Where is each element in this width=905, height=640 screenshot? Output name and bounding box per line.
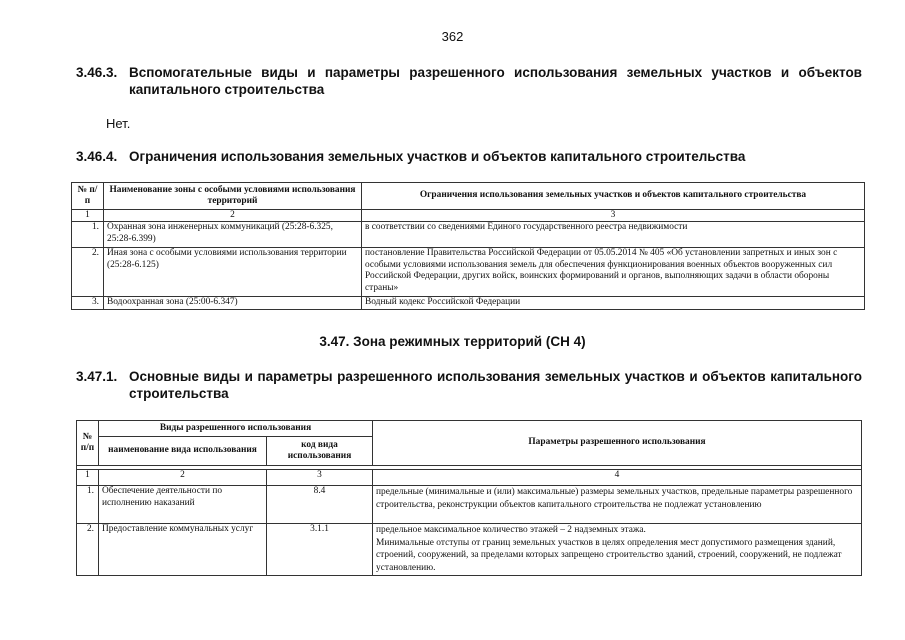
section-3-46-4-heading [76,148,862,165]
permitted-use-table [76,420,862,576]
section-title: Ограничения использования земельных участков и объектов капитального строительства [129,149,746,164]
section-3-46-3-heading [76,64,862,98]
restrictions-table [71,182,865,310]
page-number: 362 [441,29,464,44]
table-row: 3. Водоохранная зона (25:00-6.347) Водный кодекс Российской Федерации [72,297,865,310]
header-use-name: наименование вида использования [99,437,267,466]
section-3-47-title: 3.47. Зона режимных территорий (СН 4) [319,334,586,349]
params-line: предельное максимальное количество этажей – 2 надземных этажа. [376,525,646,535]
table-row: 2. Иная зона с особыми условиями использования территории (25:28-6.125) постановление Правительства Российской Федерации от 05.05.2014 № 405 «Об установлении запретных и иных зон с особыми условиями использования земель для обеспечения функционирования военных объектов вооруженных сил Российской Федерации, других войск, воинских формирований и органов, выполняющих задачи в области обороны страны» [72,248,865,297]
section-number: 3.46.3. [76,65,118,80]
header-num: № п/п [72,183,104,210]
header-use-types: Виды разрешенного использования [99,421,373,437]
header-num: № п/п [77,421,99,466]
table-row: 1. Обеспечение деятельности по исполнению наказаний 8.4 предельные (минимальные и (или) максимальные) размеры земельных участков, предельные параметры разрешенного строительства, реконструкции объектов капитального строительства не подлежат установлению [77,486,862,524]
section-title: Вспомогательные виды и параметры разрешенного использования земельных участков и объектов капитального строительства [129,65,862,97]
section-3-47-1-heading [76,368,862,402]
section-number: 3.46.4. [76,149,118,164]
table-row: 2. Предоставление коммунальных услуг 3.1.1 предельное максимальное количество этажей – 2 надземных этажа. Минимальные отступы от границ земельных участков в целях определения мест допустимого размещения зданий, строений, сооружений, за пределами которых запрещено строительство зданий, строений, сооружений, не подлежат установлению. [77,524,862,576]
header-zone: Наименование зоны с особыми условиями использования территорий [104,183,362,210]
header-params: Параметры разрешенного использования [373,421,862,466]
header-limits: Ограничения использования земельных участков и объектов капитального строительства [362,183,865,210]
section-3-46-3-body: Нет. [106,116,131,131]
table-row: 1. Охранная зона инженерных коммуникаций (25:28-6.325, 25:28-6.399) в соответствии со сведениями Единого государственного реестра недвижимости [72,222,865,248]
params-line: Минимальные отступы от границ земельных участков в целях определения мест допустимого размещения зданий, строений, сооружений, за пределами которых запрещено строительство зданий, строений, сооружений, не подлежат установлению. [376,537,842,573]
section-title: Основные виды и параметры разрешенного использования земельных участков и объектов капитального строительства [129,369,862,401]
index-row: 1 2 3 4 [77,470,862,486]
section-number: 3.47.1. [76,369,118,384]
index-row: 1 2 3 [72,210,865,222]
header-use-code: код вида использования [267,437,373,466]
